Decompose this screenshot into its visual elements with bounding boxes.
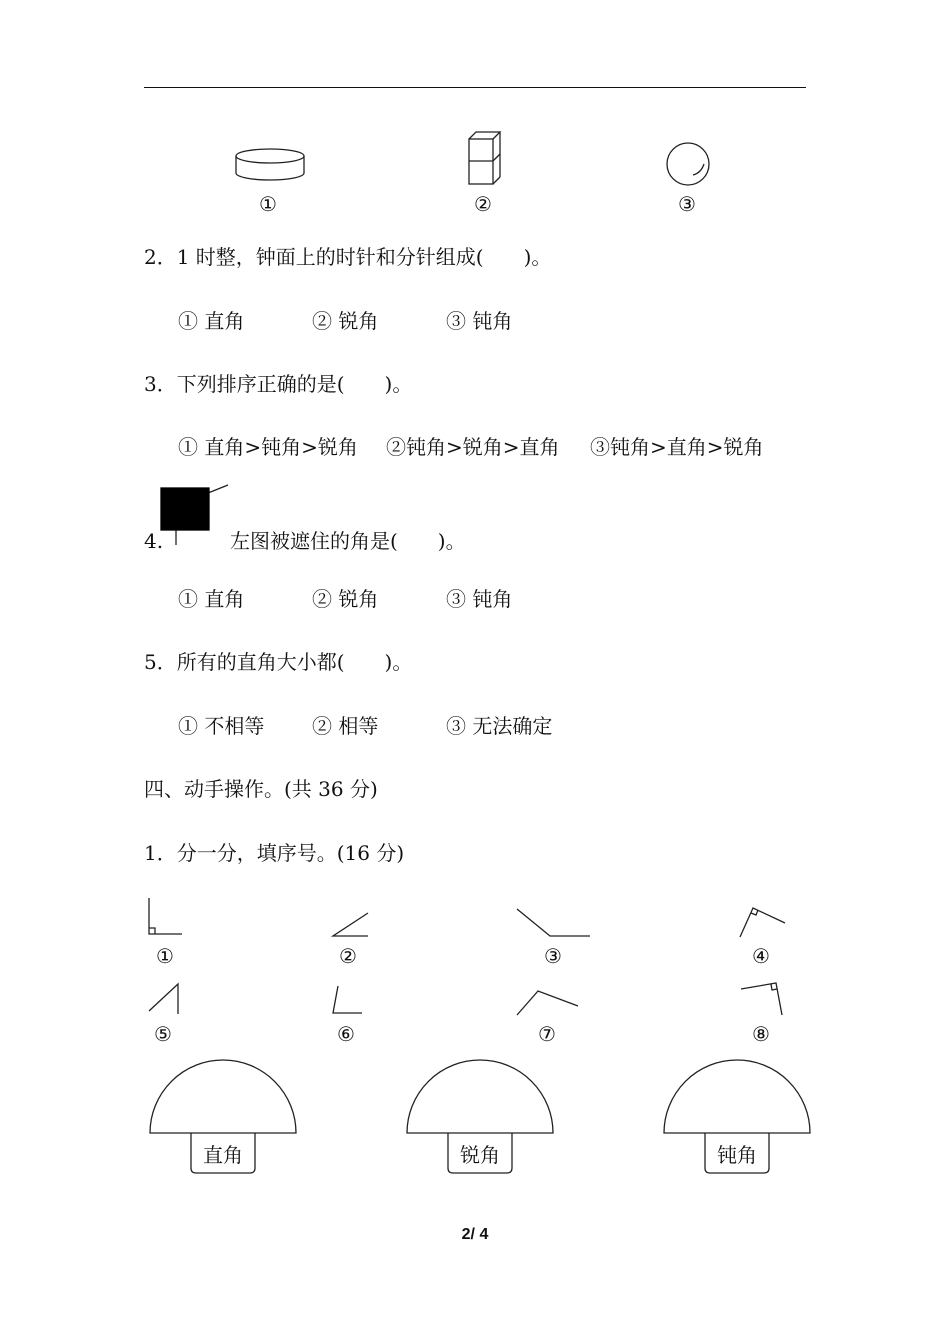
question-3-stem: 3．下列排序正确的是( )。 bbox=[144, 372, 413, 396]
q4-option-2[interactable]: ② 锐角 bbox=[312, 587, 379, 611]
angle-figure-4 bbox=[737, 905, 789, 941]
shape-label-1: ① bbox=[259, 192, 277, 216]
angle-label-1: ① bbox=[156, 944, 174, 968]
angle-figure-2 bbox=[330, 910, 372, 940]
covered-angle-figure bbox=[160, 483, 232, 547]
angle-label-6: ⑥ bbox=[337, 1022, 355, 1046]
q4-option-1[interactable]: ① 直角 bbox=[178, 587, 245, 611]
q4-option-3[interactable]: ③ 钝角 bbox=[446, 587, 513, 611]
section-4-heading: 四、动手操作。(共 36 分) bbox=[144, 777, 378, 801]
q5-option-2[interactable]: ② 相等 bbox=[312, 714, 379, 738]
angle-label-2: ② bbox=[339, 944, 357, 968]
angle-figure-8 bbox=[738, 980, 786, 1018]
angle-figure-7 bbox=[514, 988, 582, 1018]
shape-label-2: ② bbox=[474, 192, 492, 216]
header-rule bbox=[144, 87, 806, 88]
question-2-stem: 2．1 时整，钟面上的时针和分针组成( )。 bbox=[144, 245, 552, 269]
angle-figure-6 bbox=[330, 983, 366, 1017]
sphere-icon bbox=[665, 142, 713, 188]
q2-option-2[interactable]: ② 锐角 bbox=[312, 309, 379, 333]
question-5-stem: 5．所有的直角大小都( )。 bbox=[144, 650, 413, 674]
q5-option-3[interactable]: ③ 无法确定 bbox=[446, 714, 553, 738]
angle-figure-5 bbox=[146, 981, 182, 1017]
angle-figure-3 bbox=[514, 906, 594, 940]
q2-option-1[interactable]: ① 直角 bbox=[178, 309, 245, 333]
mushroom-label-right-angle: 直角 bbox=[203, 1143, 243, 1167]
stacked-cubes-icon bbox=[466, 130, 502, 186]
angle-label-8: ⑧ bbox=[752, 1022, 770, 1046]
q2-option-3[interactable]: ③ 钝角 bbox=[446, 309, 513, 333]
q3-option-1[interactable]: ① 直角>钝角>锐角 bbox=[178, 435, 358, 459]
shape-label-3: ③ bbox=[678, 192, 696, 216]
q3-option-2[interactable]: ②钝角>锐角>直角 bbox=[386, 435, 560, 459]
cylinder-disc-icon bbox=[234, 146, 308, 186]
question-4-number: 4. bbox=[144, 529, 164, 553]
q3-option-3[interactable]: ③钝角>直角>锐角 bbox=[590, 435, 764, 459]
question-4-stem: 左图被遮住的角是( )。 bbox=[230, 529, 466, 553]
angle-label-7: ⑦ bbox=[538, 1022, 556, 1046]
angle-label-5: ⑤ bbox=[154, 1022, 172, 1046]
angle-label-4: ④ bbox=[752, 944, 770, 968]
angle-label-3: ③ bbox=[544, 944, 562, 968]
page-number: 2/ 4 bbox=[461, 1226, 489, 1243]
section-4-question-1-stem: 1．分一分，填序号。(16 分) bbox=[144, 841, 405, 865]
mushroom-label-acute-angle: 锐角 bbox=[460, 1143, 500, 1167]
mushroom-label-obtuse-angle: 钝角 bbox=[717, 1143, 757, 1167]
angle-figure-1 bbox=[146, 896, 186, 938]
q5-option-1[interactable]: ① 不相等 bbox=[178, 714, 265, 738]
